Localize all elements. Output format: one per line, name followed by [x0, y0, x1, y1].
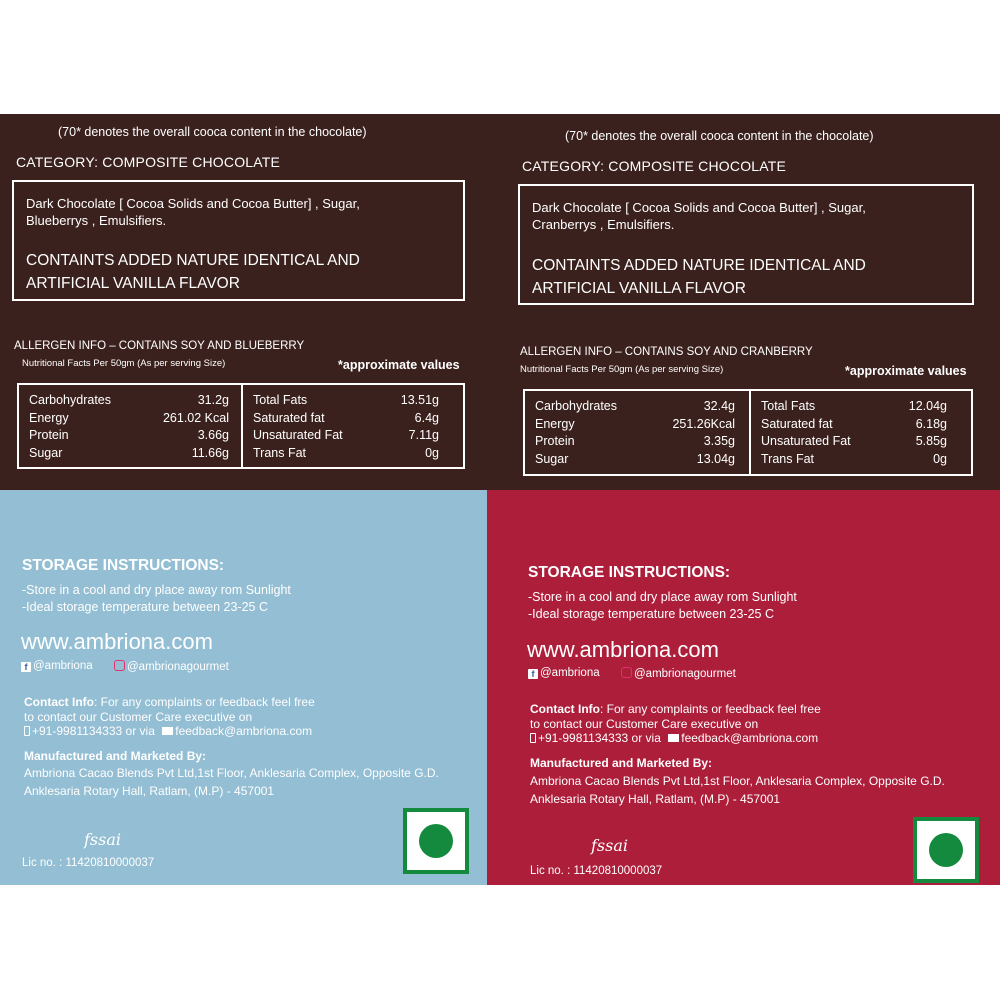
category-label: CATEGORY: COMPOSITE CHOCOLATE: [522, 158, 787, 174]
nutrient-value: 251.26Kcal: [672, 416, 735, 431]
nutrient-value: 0g: [933, 451, 947, 466]
website-link[interactable]: www.ambriona.com: [21, 629, 213, 654]
nutrient-name: Trans Fat: [253, 445, 307, 460]
instagram-handle[interactable]: [621, 667, 736, 680]
nutrient-value: 7.11g: [408, 428, 439, 442]
contact-text: to contact our Customer Care executive on: [24, 709, 253, 724]
nutrition-title: Nutritional Facts Per 50gm (As per serving Size): [520, 364, 724, 375]
nutrition-title: Nutritional Facts Per 50gm (As per serving Size): [22, 358, 226, 369]
nutrient-value: 13.51g: [400, 393, 439, 407]
fssai-logo: fssai: [591, 836, 628, 855]
manufacturer-heading: Manufactured and Marketed By:: [530, 756, 713, 770]
table-divider: [749, 391, 751, 474]
nutrient-value: 6.4g: [414, 410, 439, 425]
nutrient-name: Total Fats: [253, 393, 308, 407]
instagram-handle[interactable]: [114, 660, 229, 673]
nutrient-value: 6.18g: [915, 416, 947, 431]
nutrient-value: 12.04g: [908, 399, 947, 413]
phone-number[interactable]: +91-9981134333 or via: [538, 731, 661, 745]
ingredients-line: Dark Chocolate [ Cocoa Solids and Cocoa Butter] , Sugar,: [26, 196, 360, 211]
facebook-handle-text: @ambriona: [540, 667, 600, 679]
storage-heading: STORAGE INSTRUCTIONS:: [22, 557, 225, 574]
right-info-panel: [487, 114, 1000, 490]
contact-text: : For any complaints or feedback feel free: [94, 695, 315, 709]
approximate-values-note: *approximate values: [845, 364, 967, 378]
fssai-logo: fssai: [84, 830, 121, 849]
phone-icon: [24, 726, 30, 736]
phone-icon: [530, 733, 536, 743]
nutrient-name: Unsaturated Fat: [761, 434, 851, 448]
nutrient-name: Protein: [535, 434, 575, 448]
contact-info: [24, 695, 315, 710]
instagram-handle-text: @ambrionagourmet: [634, 668, 736, 680]
left-storage-panel: [0, 490, 487, 885]
storage-line: -Store in a cool and dry place away rom Sunlight: [22, 583, 291, 597]
veg-mark-icon: [913, 817, 979, 883]
mail-icon: [162, 727, 173, 735]
nutrient-value: 3.66g: [197, 428, 229, 442]
storage-line: -Ideal storage temperature between 23-25 C: [528, 607, 774, 621]
website-link[interactable]: www.ambriona.com: [527, 637, 719, 662]
nutrition-table: [523, 389, 973, 476]
veg-mark-icon: [403, 808, 469, 874]
contact-label: Contact Info: [24, 695, 94, 709]
nutrient-name: Trans Fat: [761, 451, 815, 466]
email-address[interactable]: feedback@ambriona.com: [681, 731, 819, 745]
nutrient-name: Carbohydrates: [535, 399, 617, 413]
nutrient-value: 5.85g: [915, 434, 947, 448]
ingredients-box: [518, 184, 974, 305]
nutrient-name: Saturated fat: [761, 416, 833, 431]
contact-info: [530, 702, 821, 717]
nutrient-name: Total Fats: [761, 399, 816, 413]
cocoa-note: (70* denotes the overall cooca content in the chocolate): [58, 125, 367, 139]
flavor-warning: ARTIFICIAL VANILLA FLAVOR: [532, 280, 746, 297]
nutrient-value: 261.02 Kcal: [162, 410, 229, 425]
facebook-handle[interactable]: [528, 667, 600, 679]
nutrient-name: Saturated fat: [253, 410, 325, 425]
license-number: Lic no. : 11420810000037: [530, 865, 663, 877]
license-number: Lic no. : 11420810000037: [22, 857, 155, 869]
nutrient-name: Energy: [29, 410, 69, 425]
ingredients-line: Dark Chocolate [ Cocoa Solids and Cocoa Butter] , Sugar,: [532, 200, 866, 215]
contact-channels: [530, 731, 818, 746]
cocoa-note: (70* denotes the overall cooca content in the chocolate): [565, 129, 874, 143]
nutrient-value: 11.66g: [191, 445, 229, 460]
nutrient-value: 13.04g: [696, 451, 735, 466]
contact-text: : For any complaints or feedback feel free: [600, 702, 821, 716]
manufacturer-address: Anklesaria Rotary Hall, Ratlam, (M.P) - 457001: [24, 783, 275, 798]
ingredients-line: Blueberrys , Emulsifiers.: [26, 213, 167, 228]
facebook-icon: f: [21, 662, 31, 672]
nutrient-name: Sugar: [29, 445, 63, 460]
manufacturer-address: Ambriona Cacao Blends Pvt Ltd,1st Floor, Anklesaria Complex, Opposite G.D.: [530, 774, 945, 788]
nutrient-name: Carbohydrates: [29, 393, 111, 407]
instagram-icon: [621, 667, 632, 678]
flavor-warning: ARTIFICIAL VANILLA FLAVOR: [26, 275, 240, 292]
facebook-handle-text: @ambriona: [33, 660, 93, 672]
right-storage-panel: [487, 490, 1000, 885]
email-address[interactable]: feedback@ambriona.com: [175, 724, 313, 738]
contact-label: Contact Info: [530, 702, 600, 716]
facebook-icon: f: [528, 669, 538, 679]
nutrient-name: Protein: [29, 428, 69, 442]
contact-text: to contact our Customer Care executive on: [530, 716, 759, 731]
ingredients-line: Cranberrys , Emulsifiers.: [532, 217, 675, 232]
instagram-handle-text: @ambrionagourmet: [127, 661, 229, 673]
contact-channels: [24, 724, 312, 739]
flavor-warning: CONTAINTS ADDED NATURE IDENTICAL AND: [532, 257, 866, 274]
allergen-info: ALLERGEN INFO – CONTAINS SOY AND CRANBERRY: [520, 346, 813, 358]
flavor-warning: CONTAINTS ADDED NATURE IDENTICAL AND: [26, 252, 360, 269]
nutrition-table: [17, 383, 465, 469]
nutrient-value: 0g: [425, 445, 439, 460]
category-label: CATEGORY: COMPOSITE CHOCOLATE: [16, 154, 281, 170]
nutrient-value: 3.35g: [703, 434, 735, 448]
nutrient-name: Energy: [535, 416, 575, 431]
storage-line: -Ideal storage temperature between 23-25 C: [22, 600, 268, 614]
table-divider: [241, 385, 243, 467]
mail-icon: [668, 734, 679, 742]
manufacturer-address: Ambriona Cacao Blends Pvt Ltd,1st Floor, Anklesaria Complex, Opposite G.D.: [24, 766, 439, 780]
instagram-icon: [114, 660, 125, 671]
storage-line: -Store in a cool and dry place away rom Sunlight: [528, 590, 797, 604]
phone-number[interactable]: +91-9981134333 or via: [32, 724, 155, 738]
nutrient-name: Sugar: [535, 451, 569, 466]
allergen-info: ALLERGEN INFO – CONTAINS SOY AND BLUEBERRY: [14, 340, 305, 352]
manufacturer-heading: Manufactured and Marketed By:: [24, 749, 207, 763]
manufacturer-address: Anklesaria Rotary Hall, Ratlam, (M.P) - 457001: [530, 791, 781, 806]
facebook-handle[interactable]: [21, 660, 93, 672]
approximate-values-note: *approximate values: [338, 358, 460, 372]
left-info-panel: [0, 114, 487, 490]
storage-heading: STORAGE INSTRUCTIONS:: [528, 564, 731, 581]
nutrient-value: 32.4g: [703, 399, 735, 413]
nutrient-value: 31.2g: [197, 393, 229, 407]
ingredients-box: [12, 180, 465, 301]
nutrient-name: Unsaturated Fat: [253, 428, 343, 442]
